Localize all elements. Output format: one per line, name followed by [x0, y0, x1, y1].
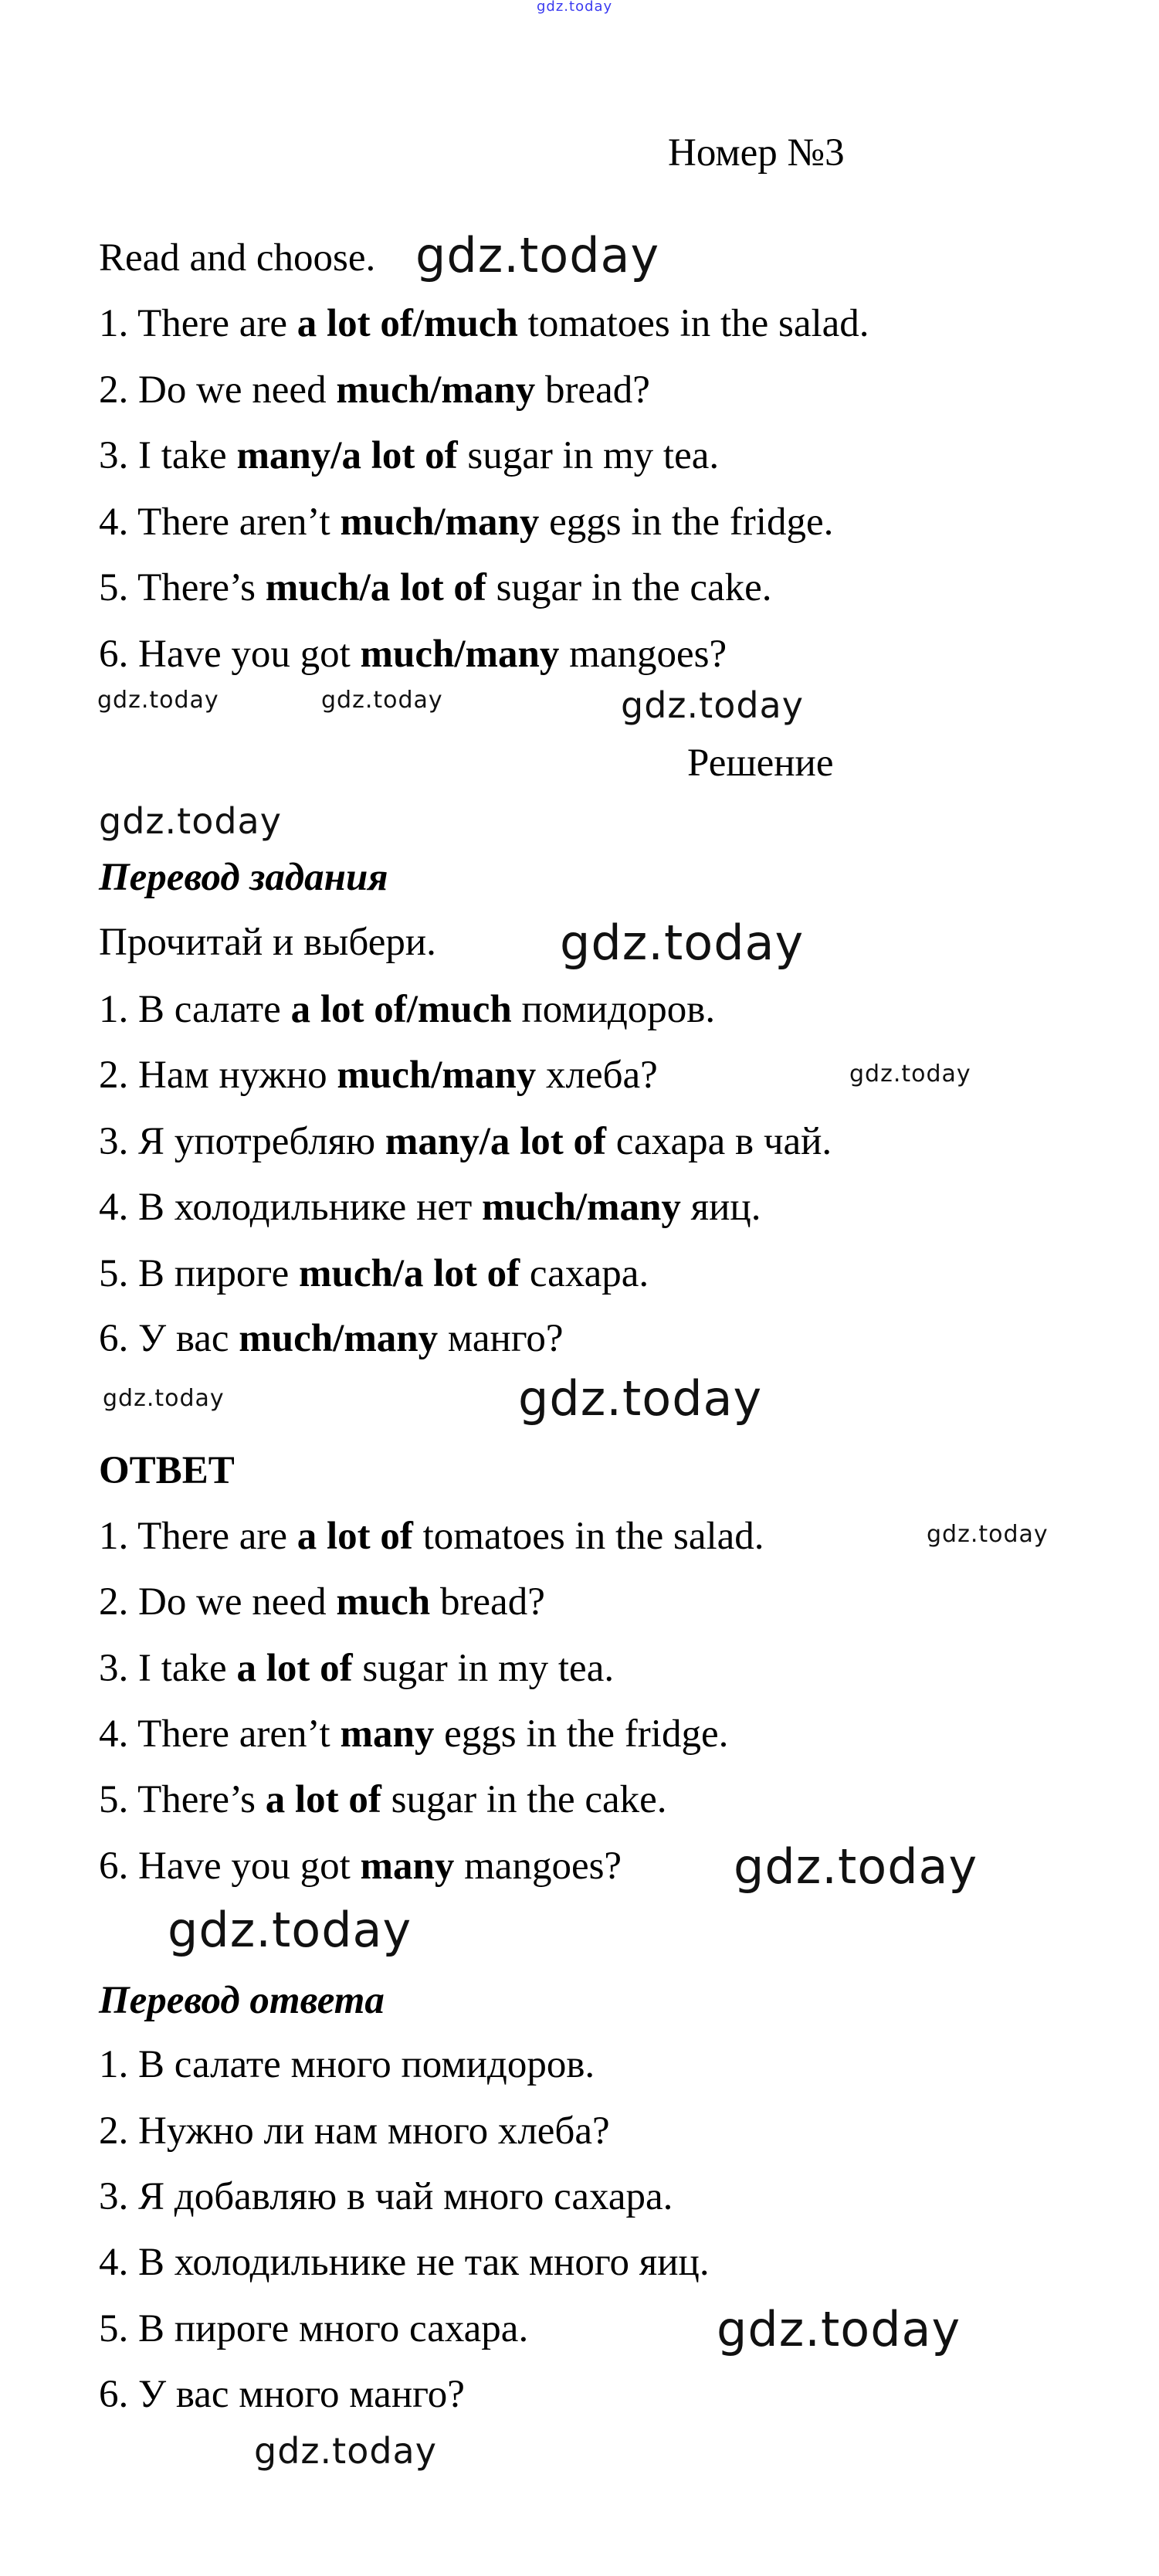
task-instruction: Read and choose.	[99, 236, 376, 280]
text: 3. I take	[99, 1647, 237, 1690]
options: much/many	[340, 501, 540, 544]
translation-item	[99, 1184, 761, 1230]
text: 6. У вас	[99, 1317, 239, 1360]
text: sugar in my tea.	[352, 1647, 615, 1690]
task-item	[99, 300, 869, 347]
text: bread?	[430, 1580, 545, 1624]
watermark: gdz.today	[254, 2430, 437, 2472]
options: much/many	[336, 368, 536, 412]
answer: a lot of	[236, 1647, 353, 1690]
watermark: gdz.today	[518, 1370, 763, 1427]
text: mangoes?	[559, 633, 727, 676]
text: 3. Я употребляю	[99, 1120, 385, 1163]
text: сахара в чай.	[606, 1120, 832, 1163]
answer-item	[99, 1645, 614, 1692]
text: 2. Нам нужно	[99, 1054, 337, 1097]
text: 6. Have you got	[99, 633, 361, 676]
task-translation-heading: Перевод задания	[99, 856, 388, 899]
text: sugar in the cake.	[381, 1778, 667, 1821]
options: much/many	[360, 633, 560, 676]
watermark: gdz.today	[415, 227, 660, 283]
watermark: gdz.today	[537, 0, 613, 15]
text: 5. В пироге	[99, 1252, 299, 1295]
text: sugar in the cake.	[486, 566, 772, 609]
text: помидоров.	[511, 988, 716, 1031]
answer-translation-item: 6. У вас много манго?	[99, 2373, 465, 2416]
task-item	[99, 565, 772, 611]
task-item	[99, 433, 719, 479]
translation-item	[99, 986, 715, 1033]
answer-translation-item: 1. В салате много помидоров.	[99, 2043, 595, 2086]
translation-item	[99, 1118, 832, 1165]
text: bread?	[535, 368, 650, 412]
answer-item	[99, 1777, 667, 1823]
answer-translation-item: 4. В холодильнике не так много яиц.	[99, 2241, 710, 2284]
watermark: gdz.today	[321, 687, 443, 714]
options: much/a lot of	[298, 1252, 520, 1295]
task-item	[99, 499, 833, 545]
answer-translation-item: 2. Нужно ли нам много хлеба?	[99, 2109, 610, 2153]
text: 5. There’s	[99, 566, 266, 609]
exercise-number-title: Номер №3	[668, 131, 845, 175]
answer: a lot of	[297, 1515, 413, 1558]
options: much/many	[337, 1054, 537, 1097]
task-item	[99, 367, 650, 413]
translation-item	[99, 1052, 658, 1098]
text: хлеба?	[536, 1054, 658, 1097]
text: 2. Do we need	[99, 1580, 337, 1624]
watermark: gdz.today	[99, 800, 282, 842]
watermark: gdz.today	[103, 1385, 225, 1412]
answer: many	[360, 1845, 455, 1888]
text: 5. There’s	[99, 1778, 266, 1821]
text: яиц.	[680, 1186, 761, 1229]
options: a lot of/much	[297, 302, 518, 345]
answer-translation-item: 3. Я добавляю в чай много сахара.	[99, 2175, 673, 2218]
text: sugar in my tea.	[457, 434, 720, 477]
answer-item	[99, 1513, 764, 1560]
watermark: gdz.today	[849, 1061, 971, 1088]
answer-item	[99, 1843, 622, 1889]
answer: a lot of	[265, 1778, 381, 1821]
watermark: gdz.today	[734, 1838, 978, 1895]
options: much/a lot of	[265, 566, 486, 609]
text: манго?	[438, 1317, 564, 1360]
solution-title: Решение	[687, 742, 834, 785]
text: mangoes?	[454, 1845, 622, 1888]
watermark: gdz.today	[97, 687, 219, 714]
text: 1. В салате	[99, 988, 291, 1031]
text: eggs in the fridge.	[539, 501, 834, 544]
text: сахара.	[520, 1252, 649, 1295]
text: 1. There are	[99, 302, 297, 345]
text: 4. There aren’t	[99, 1712, 341, 1756]
text: 6. Have you got	[99, 1845, 361, 1888]
watermark: gdz.today	[621, 684, 804, 726]
watermark: gdz.today	[927, 1521, 1049, 1548]
text: 3. I take	[99, 434, 237, 477]
answer-translation-heading: Перевод ответа	[99, 1979, 385, 2022]
answer: many	[340, 1712, 435, 1756]
options: much/many	[482, 1186, 681, 1229]
translation-item	[99, 1251, 649, 1297]
options: many/a lot of	[385, 1120, 607, 1163]
text: 4. В холодильнике нет	[99, 1186, 483, 1229]
watermark: gdz.today	[168, 1902, 412, 1958]
text: tomatoes in the salad.	[412, 1515, 764, 1558]
text: 4. There aren’t	[99, 501, 341, 544]
translation-item	[99, 1315, 564, 1362]
text: 2. Do we need	[99, 368, 337, 412]
answer-item	[99, 1711, 728, 1757]
answer: much	[336, 1580, 431, 1624]
options: a lot of/much	[290, 988, 512, 1031]
watermark: gdz.today	[717, 2301, 961, 2357]
answer-item	[99, 1579, 545, 1625]
task-translation-instruction: Прочитай и выбери.	[99, 921, 436, 964]
text: 1. There are	[99, 1515, 297, 1558]
answer-translation-item: 5. В пироге много сахара.	[99, 2307, 529, 2350]
text: tomatoes in the salad.	[517, 302, 869, 345]
task-item	[99, 631, 727, 677]
answer-heading: ОТВЕТ	[99, 1449, 235, 1492]
watermark: gdz.today	[560, 915, 805, 971]
options: many/a lot of	[236, 434, 458, 477]
text: eggs in the fridge.	[434, 1712, 729, 1756]
options: much/many	[239, 1317, 439, 1360]
